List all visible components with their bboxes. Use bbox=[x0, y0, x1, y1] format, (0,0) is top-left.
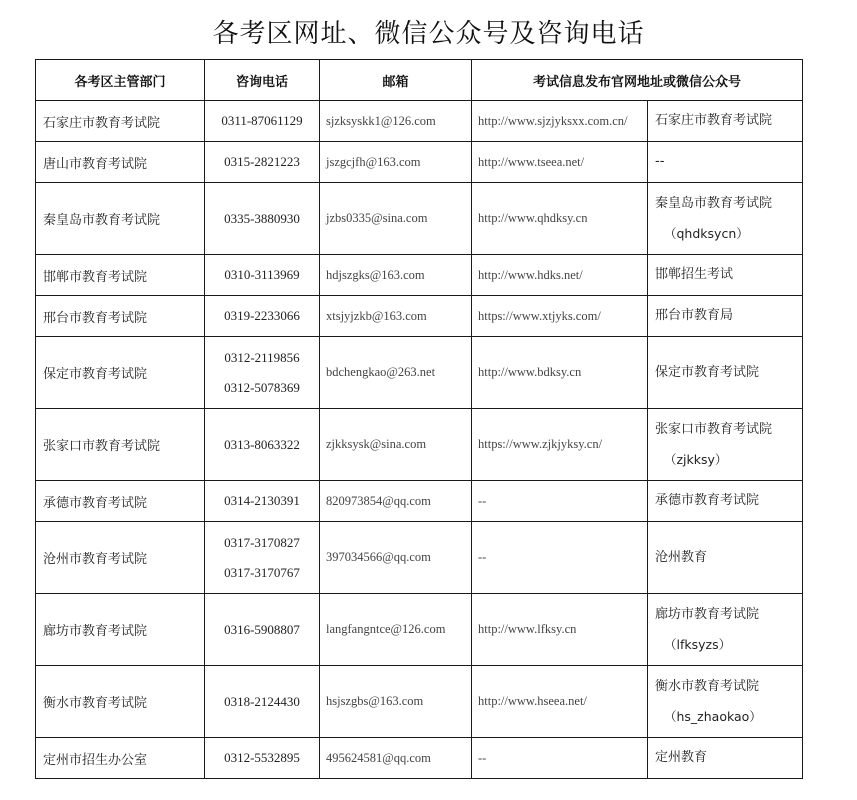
page-title: 各考区网址、微信公众号及咨询电话 bbox=[212, 19, 645, 49]
email-cell[interactable]: bdchengkao@263.net bbox=[320, 337, 472, 409]
table-row bbox=[36, 101, 803, 142]
dept-cell: 廊坊市教育考试院 bbox=[36, 594, 205, 666]
dept-cell: 定州市招生办公室 bbox=[36, 738, 205, 779]
website-cell[interactable]: http://www.qhdksy.cn bbox=[472, 183, 648, 255]
table-row bbox=[36, 296, 803, 337]
dept-cell: 沧州市教育考试院 bbox=[36, 522, 205, 594]
email-cell[interactable]: zjkksysk@sina.com bbox=[320, 409, 472, 481]
wechat-name: 邯郸招生考试 bbox=[655, 267, 734, 282]
phone-cell bbox=[205, 183, 320, 255]
phone-cell bbox=[205, 101, 320, 142]
website-cell[interactable]: http://www.hdks.net/ bbox=[472, 255, 648, 296]
wechat-name: 定州教育 bbox=[655, 750, 708, 765]
wechat-cell bbox=[648, 101, 803, 142]
wechat-cell bbox=[648, 337, 803, 409]
dept-cell: 秦皇岛市教育考试院 bbox=[36, 183, 205, 255]
phone-cell bbox=[205, 738, 320, 779]
website-cell: -- bbox=[472, 522, 648, 594]
dept-cell: 邯郸市教育考试院 bbox=[36, 255, 205, 296]
header-dept: 各考区主管部门 bbox=[36, 60, 205, 101]
email-cell[interactable]: jzbs0335@sina.com bbox=[320, 183, 472, 255]
phone-number: 0312-5078369 bbox=[224, 379, 300, 395]
wechat-name: 沧州教育 bbox=[655, 549, 708, 565]
wechat-cell bbox=[648, 409, 803, 481]
table-row bbox=[36, 409, 803, 481]
website-cell[interactable]: http://www.hseea.net/ bbox=[472, 666, 648, 738]
dept-cell: 邢台市教育考试院 bbox=[36, 296, 205, 337]
phone-number: 0317-3170767 bbox=[224, 564, 300, 580]
header-info: 考试信息发布官网地址或微信公众号 bbox=[472, 60, 803, 101]
dept-cell: 衡水市教育考试院 bbox=[36, 666, 205, 738]
wechat-cell bbox=[648, 183, 803, 255]
email-cell[interactable]: 495624581@qq.com bbox=[320, 738, 472, 779]
table-row bbox=[36, 522, 803, 594]
phone-cell bbox=[205, 522, 320, 594]
website-cell[interactable]: http://www.lfksy.cn bbox=[472, 594, 648, 666]
wechat-cell bbox=[648, 522, 803, 594]
phone-cell bbox=[205, 337, 320, 409]
email-cell[interactable]: hdjszgks@163.com bbox=[320, 255, 472, 296]
email-cell[interactable]: langfangntce@126.com bbox=[320, 594, 472, 666]
phone-number: 0312-2119856 bbox=[224, 349, 300, 365]
dept-cell: 唐山市教育考试院 bbox=[36, 142, 205, 183]
website-cell[interactable]: https://www.xtjyks.com/ bbox=[472, 296, 648, 337]
table-row bbox=[36, 481, 803, 522]
wechat-name: 邢台市教育局 bbox=[655, 308, 734, 323]
wechat-id: （qhdksycn） bbox=[664, 225, 749, 241]
website-cell: -- bbox=[472, 738, 648, 779]
phone-number: 0319-2233066 bbox=[224, 308, 300, 323]
phone-cell bbox=[205, 142, 320, 183]
wechat-name: 秦皇岛市教育考试院 bbox=[655, 195, 773, 211]
email-cell[interactable]: jszgcjfh@163.com bbox=[320, 142, 472, 183]
table-row bbox=[36, 738, 803, 779]
phone-cell bbox=[205, 481, 320, 522]
contact-table bbox=[35, 59, 803, 779]
wechat-name: 承德市教育考试院 bbox=[655, 493, 760, 508]
phone-number: 0314-2130391 bbox=[224, 493, 300, 508]
phone-cell bbox=[205, 666, 320, 738]
wechat-id: （zjkksy） bbox=[664, 451, 728, 467]
email-cell[interactable]: sjzksyskk1@126.com bbox=[320, 101, 472, 142]
phone-number: 0311-87061129 bbox=[221, 113, 303, 128]
wechat-cell bbox=[648, 296, 803, 337]
wechat-id: （lfksyzs） bbox=[664, 636, 732, 652]
table-header-row bbox=[36, 60, 803, 101]
wechat-cell bbox=[648, 738, 803, 779]
phone-number: 0316-5908807 bbox=[224, 621, 300, 637]
wechat-cell bbox=[648, 255, 803, 296]
website-cell[interactable]: https://www.zjkjyksy.cn/ bbox=[472, 409, 648, 481]
phone-number: 0312-5532895 bbox=[224, 750, 300, 765]
header-email: 邮箱 bbox=[320, 60, 472, 101]
phone-number: 0313-8063322 bbox=[224, 436, 300, 452]
wechat-cell bbox=[648, 594, 803, 666]
website-cell: -- bbox=[472, 481, 648, 522]
phone-number: 0315-2821223 bbox=[224, 154, 300, 169]
dept-cell: 张家口市教育考试院 bbox=[36, 409, 205, 481]
wechat-name: 保定市教育考试院 bbox=[655, 364, 760, 380]
email-cell[interactable]: 397034566@qq.com bbox=[320, 522, 472, 594]
phone-number: 0335-3880930 bbox=[224, 210, 300, 226]
table-row bbox=[36, 594, 803, 666]
wechat-name: 衡水市教育考试院 bbox=[655, 678, 760, 694]
header-phone: 咨询电话 bbox=[205, 60, 320, 101]
website-cell[interactable]: http://www.bdksy.cn bbox=[472, 337, 648, 409]
wechat-name: 张家口市教育考试院 bbox=[655, 421, 773, 437]
wechat-cell bbox=[648, 142, 803, 183]
wechat-id: （hs_zhaokao） bbox=[664, 708, 762, 724]
phone-cell bbox=[205, 594, 320, 666]
table-row bbox=[36, 183, 803, 255]
wechat-name: 廊坊市教育考试院 bbox=[655, 606, 760, 622]
wechat-cell bbox=[648, 666, 803, 738]
website-cell[interactable]: http://www.tseea.net/ bbox=[472, 142, 648, 183]
table-row bbox=[36, 337, 803, 409]
dept-cell: 保定市教育考试院 bbox=[36, 337, 205, 409]
table-row bbox=[36, 255, 803, 296]
wechat-name: -- bbox=[655, 154, 665, 169]
table-row bbox=[36, 666, 803, 738]
phone-cell bbox=[205, 255, 320, 296]
phone-cell bbox=[205, 296, 320, 337]
phone-number: 0310-3113969 bbox=[224, 267, 300, 282]
table-row bbox=[36, 142, 803, 183]
dept-cell: 承德市教育考试院 bbox=[36, 481, 205, 522]
email-cell[interactable]: xtsjyjzkb@163.com bbox=[320, 296, 472, 337]
wechat-name: 石家庄市教育考试院 bbox=[655, 113, 773, 128]
website-cell[interactable]: http://www.sjzjyksxx.com.cn/ bbox=[472, 101, 648, 142]
dept-cell: 石家庄市教育考试院 bbox=[36, 101, 205, 142]
phone-number: 0318-2124430 bbox=[224, 693, 300, 709]
email-cell[interactable]: 820973854@qq.com bbox=[320, 481, 472, 522]
phone-cell bbox=[205, 409, 320, 481]
wechat-cell bbox=[648, 481, 803, 522]
email-cell[interactable]: hsjszgbs@163.com bbox=[320, 666, 472, 738]
phone-number: 0317-3170827 bbox=[224, 534, 300, 550]
